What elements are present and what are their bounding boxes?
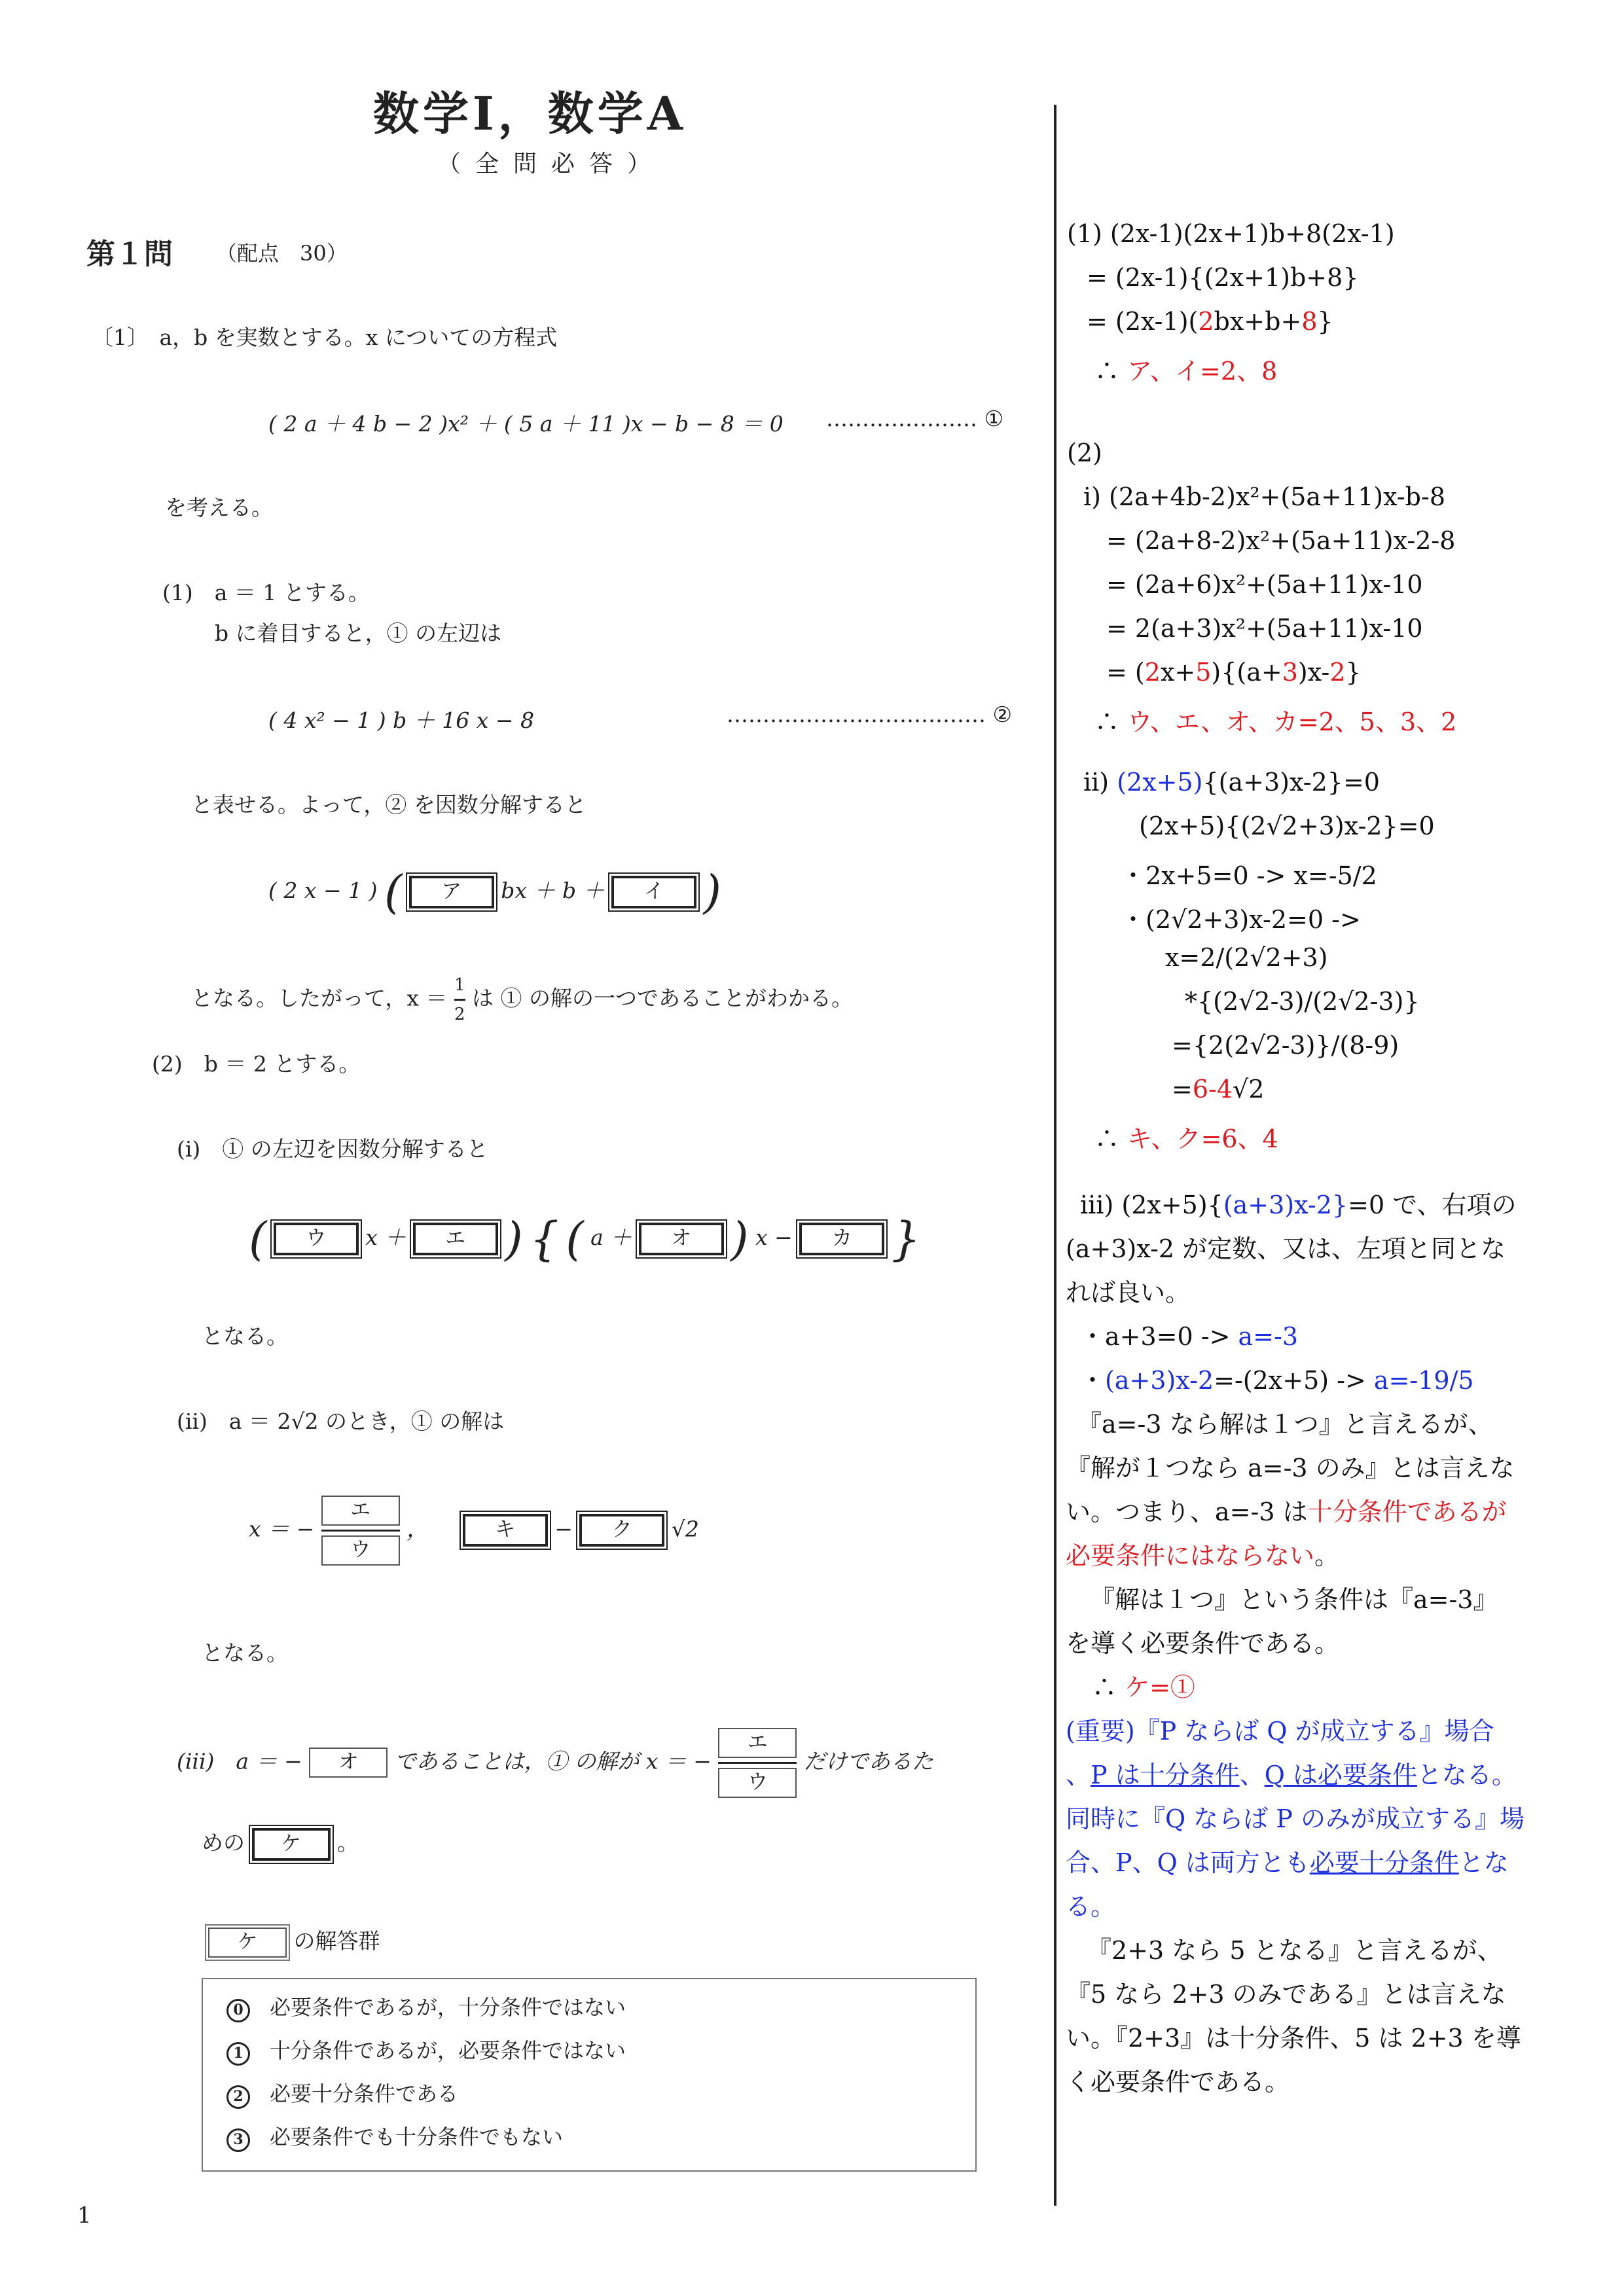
box-o-ref[interactable]: オ <box>309 1748 388 1778</box>
ans-1-line-1: (1) (2x-1)(2x+1)b+8(2x-1) <box>1067 219 1395 248</box>
ans-iii-line-11: を導く必要条件である。 <box>1066 1629 1340 1658</box>
d9-red: 必要条件にはならない <box>1066 1541 1315 1570</box>
d12-pre: ∴ <box>1092 1673 1125 1702</box>
naru-text-2: となる。 <box>202 1640 288 1666</box>
answer-choices <box>202 1978 977 2172</box>
answer-box-ku[interactable]: ク <box>579 1514 664 1547</box>
e4-ul: 必要十分条件 <box>1309 1848 1459 1877</box>
e4-pre: 合、P、Q は両方とも <box>1066 1848 1310 1877</box>
choice-text: 必要条件でも十分条件でもない <box>270 2125 564 2149</box>
equation-3 <box>268 865 721 919</box>
d1-pre: ⅲ) (2x+5){ <box>1080 1191 1223 1219</box>
ans-ii-line-6: *{(2√2-3)/(2√2-3)} <box>1185 987 1420 1016</box>
e2-post: となる。 <box>1416 1761 1517 1789</box>
ans-ii-result <box>1094 1119 1278 1155</box>
conclusion-post: は ① の解の一つであることがわかる。 <box>472 985 853 1011</box>
paren-1: ( <box>249 1212 267 1266</box>
answer-box-ka[interactable]: カ <box>799 1223 884 1255</box>
box-u-denominator[interactable]: ウ <box>321 1535 400 1566</box>
box-e-numerator[interactable]: エ <box>321 1496 400 1526</box>
equation-1-ref: ………………… ① <box>826 406 1004 431</box>
brace-open: { <box>530 1212 559 1266</box>
column-divider <box>1054 105 1056 2206</box>
d5-mid: =-(2x+5) -> <box>1214 1366 1374 1395</box>
choice-number: 3 <box>226 2128 250 2152</box>
subproblem-2-i: (i) ① の左辺を因数分解すると <box>177 1136 488 1162</box>
question-label: 第１問 <box>86 238 173 271</box>
ans-2-line-5 <box>1106 658 1362 687</box>
e4-post: とな <box>1458 1848 1509 1877</box>
example-line-1: 『2+3 なら 5 となる』と言えるが、 <box>1087 1936 1502 1965</box>
ans-iii-line-7: 『解が１つなら a=-3 のみ』とは言えな <box>1066 1454 1515 1482</box>
choice-2[interactable] <box>226 2077 458 2109</box>
meno-line <box>202 1826 359 1861</box>
page-title: 数学Ⅰ，数学A <box>373 86 687 141</box>
ans-1-result <box>1094 351 1277 387</box>
a4-red: ア、イ=2、8 <box>1127 357 1278 386</box>
ans-ii-line-3: ・2x+5=0 -> x=-5/2 <box>1121 861 1377 890</box>
c8-post: √2 <box>1233 1075 1265 1103</box>
ans-iii-line-10: 『解は１つ』という条件は『a=-3』 <box>1090 1585 1498 1614</box>
x-plus-label: x ＋ <box>365 1225 406 1250</box>
solution-form <box>249 1496 699 1566</box>
a3-red2: 8 <box>1301 307 1318 336</box>
b5-post: } <box>1345 658 1362 687</box>
factored-form <box>249 1212 920 1266</box>
c8-red: 6-4 <box>1192 1075 1233 1103</box>
d1-post: =0 で、右項の <box>1348 1191 1517 1219</box>
d12-red: ケ=① <box>1125 1673 1195 1702</box>
sub2iii-post: だけであるた <box>803 1748 933 1774</box>
b5-r3: 3 <box>1282 658 1298 687</box>
subproblem-1: (1) a ＝ 1 とする。 <box>162 580 370 605</box>
c1-post: {(a+3)x-2}=0 <box>1202 768 1380 797</box>
c1-pre: ⅱ) <box>1083 768 1117 797</box>
choice-1[interactable] <box>226 2034 626 2066</box>
question-points: （配点 30） <box>216 241 348 266</box>
ans-iii-line-6: 『a=-3 なら解は１つ』と言えるが、 <box>1077 1410 1493 1439</box>
ans-1-line-2: = (2x-1){(2x+1)b+8} <box>1087 263 1359 292</box>
sub2iii-mid: であることは，① の解が x ＝ − <box>394 1748 712 1774</box>
ans-2-result <box>1094 702 1456 738</box>
sub2iii-pre: (iii) a ＝ − <box>177 1748 302 1774</box>
ans-ii-line-4: ・(2√2+3)x-2=0 -> <box>1121 905 1361 934</box>
ans-2-line-3: = (2a+6)x²+(5a+11)x-10 <box>1106 570 1423 599</box>
ans-ii-line-7: ={2(2√2-3)}/(8-9) <box>1172 1031 1399 1060</box>
b5-m2: ){(a+ <box>1211 658 1282 687</box>
ans-iii-line-3: れば良い。 <box>1066 1278 1191 1307</box>
ans-2-line-2: = (2a+8-2)x²+(5a+11)x-2-8 <box>1106 526 1456 555</box>
d5-blue1: (a+3)x-2 <box>1105 1366 1214 1395</box>
brace-close: } <box>891 1212 921 1266</box>
note-line-1: (重要)『P ならば Q が成立する』場合 <box>1066 1717 1494 1746</box>
subproblem-2-ii: (ii) a ＝ 2√2 のとき，① の解は <box>177 1408 505 1434</box>
equation-3-mid: bx ＋ b ＋ <box>501 878 605 903</box>
ans-iii-line-4 <box>1080 1316 1298 1352</box>
paren-2: ) <box>505 1212 523 1266</box>
fraction-denominator: 2 <box>454 1005 465 1024</box>
fraction-e-over-u <box>321 1496 400 1566</box>
fraction-numerator: 1 <box>454 975 465 995</box>
period-text: 。 <box>337 1830 359 1856</box>
e2-pre: 、 <box>1066 1761 1091 1789</box>
fraction-e-over-u-2 <box>718 1728 797 1798</box>
equation-1: ( 2 a ＋ 4 b − 2 )x² ＋ ( 5 a ＋ 11 )x − b − 8 ＝ 0 <box>268 411 784 437</box>
b5-r2: 5 <box>1195 658 1212 687</box>
page-number: 1 <box>77 2202 92 2229</box>
ans-2-line-1: ⅰ) (2a+4b-2)x²+(5a+11)x-b-8 <box>1083 482 1446 511</box>
b5-m3: )x- <box>1297 658 1330 687</box>
ans-ii-line-8 <box>1172 1075 1264 1103</box>
meno-text: めの <box>202 1830 245 1856</box>
c8-pre: = <box>1172 1075 1193 1103</box>
example-line-3: い。『2+3』は十分条件、5 は 2+3 を導 <box>1066 2024 1521 2053</box>
ans-iii-line-5 <box>1080 1360 1474 1396</box>
note-line-4 <box>1066 1842 1509 1878</box>
b5-pre: = ( <box>1106 658 1145 687</box>
open-paren: ( <box>384 865 403 919</box>
choice-text: 必要条件であるが，十分条件ではない <box>270 1995 626 2020</box>
example-line-2: 『5 なら 2+3 のみである』とは言えな <box>1066 1980 1506 2009</box>
equation-2-ref: ……………………………… ② <box>727 702 1013 727</box>
fraction-half <box>454 975 465 1024</box>
fraction-bar-2 <box>321 1530 400 1532</box>
example-line-4: く必要条件である。 <box>1066 2068 1290 2096</box>
ans-iii-line-2: (a+3)x-2 が定数、又は、左項と同とな <box>1066 1234 1506 1263</box>
answer-box-ki[interactable]: キ <box>463 1514 548 1547</box>
answer-box-ke[interactable]: ケ <box>252 1828 331 1861</box>
c1-blue: (2x+5) <box>1117 768 1203 797</box>
e2-ul1: P は十分条件 <box>1091 1761 1240 1789</box>
choice-text: 必要十分条件である <box>270 2081 459 2106</box>
c9-pre: ∴ <box>1094 1124 1128 1153</box>
answer-box-a[interactable]: ア <box>409 876 494 908</box>
a3-post: } <box>1317 307 1333 336</box>
answer-box-u[interactable]: ウ <box>274 1223 359 1255</box>
a4-pre: ∴ <box>1094 357 1128 386</box>
d5-pre: ・ <box>1080 1366 1106 1395</box>
d9-post: 。 <box>1314 1541 1340 1570</box>
consider-text: を考える。 <box>165 495 273 520</box>
subproblem-1-b: b に着目すると，① の左辺は <box>215 620 502 646</box>
subproblem-2-iii <box>177 1728 933 1798</box>
subproblem-2: (2) b ＝ 2 とする。 <box>152 1051 361 1077</box>
ans-ii-line-2: (2x+5){(2√2+3)x-2}=0 <box>1139 812 1435 840</box>
ans-iii-line-9 <box>1066 1535 1339 1571</box>
comma-label: ， <box>406 1516 429 1542</box>
equation-2: ( 4 x² − 1 ) b ＋ 16 x − 8 <box>268 708 534 733</box>
b5-m1: x+ <box>1160 658 1196 687</box>
b6-pre: ∴ <box>1094 708 1128 736</box>
d8-red: 十分条件であるが <box>1307 1498 1507 1526</box>
d4-pre: ・a+3=0 -> <box>1080 1322 1238 1351</box>
ans-iii-result <box>1092 1667 1195 1703</box>
answer-group-text: の解答群 <box>293 1928 380 1954</box>
e2-mid: 、 <box>1239 1761 1265 1789</box>
a-plus-label: a ＋ <box>590 1225 632 1250</box>
sqrt2-label: √2 <box>671 1516 699 1542</box>
factor-text: と表せる。よって，② を因数分解すると <box>191 792 586 817</box>
a3-pre: = (2x-1)( <box>1087 307 1199 336</box>
d8-pre: い。つまり、a=-3 は <box>1066 1498 1308 1526</box>
ans-ii-line-5: x=2/(2√2+3) <box>1165 943 1328 972</box>
e2-ul2: Q は必要条件 <box>1264 1761 1417 1789</box>
d5-blue2: a=-19/5 <box>1373 1366 1474 1395</box>
x-minus-label: x − <box>755 1225 793 1250</box>
note-line-5: る。 <box>1066 1892 1116 1921</box>
x-equals-label: x ＝ − <box>249 1516 315 1542</box>
box-u-denominator-2[interactable]: ウ <box>718 1768 797 1798</box>
a3-mid: bx+b+ <box>1214 307 1302 336</box>
box-e-numerator-2[interactable]: エ <box>718 1728 797 1758</box>
choice-number: 0 <box>226 1999 250 2022</box>
ans-ii-line-1 <box>1083 768 1380 797</box>
paren-4: ) <box>731 1212 749 1266</box>
box-ke-group: ケ <box>208 1928 287 1958</box>
d4-blue: a=-3 <box>1238 1322 1299 1351</box>
minus-label: − <box>554 1516 573 1542</box>
ans-iii-line-8 <box>1066 1492 1507 1528</box>
answer-group-label <box>208 1924 380 1958</box>
problem-intro: 〔1〕 a，b を実数とする。x についての方程式 <box>92 325 558 350</box>
conclusion-pre: となる。したがって，x ＝ <box>191 985 448 1011</box>
choice-number: 1 <box>226 2042 250 2066</box>
b6-red: ウ、エ、オ、カ=2、5、3、2 <box>1127 708 1457 736</box>
answer-box-e[interactable]: エ <box>413 1223 498 1255</box>
fraction-bar <box>454 999 465 1001</box>
ans-2-line-4: = 2(a+3)x²+(5a+11)x-10 <box>1106 614 1423 643</box>
d1-blue: (a+3)x-2} <box>1223 1191 1348 1219</box>
ans-iii-line-1 <box>1080 1185 1516 1221</box>
b5-r1: 2 <box>1144 658 1161 687</box>
choice-3[interactable] <box>226 2121 563 2152</box>
a3-red1: 2 <box>1198 307 1214 336</box>
fraction-bar-3 <box>718 1762 797 1764</box>
paren-3: ( <box>566 1212 584 1266</box>
answer-box-i[interactable]: イ <box>611 876 696 908</box>
c9-red: キ、ク=6、4 <box>1127 1124 1278 1153</box>
equation-3-pre: ( 2 x − 1 ) <box>268 878 378 903</box>
choice-0[interactable] <box>226 1991 626 2022</box>
conclusion <box>191 975 853 1024</box>
naru-text-1: となる。 <box>202 1323 288 1349</box>
choice-number: 2 <box>226 2085 250 2109</box>
ans-2-label: (2) <box>1067 439 1102 467</box>
note-line-2 <box>1066 1755 1517 1791</box>
choice-text: 十分条件であるが，必要条件ではない <box>270 2038 626 2063</box>
note-line-3: 同時に『Q ならば P のみが成立する』場 <box>1066 1804 1525 1833</box>
page-subtitle: （全問必答） <box>437 151 666 177</box>
close-paren: ) <box>703 865 721 919</box>
answer-box-o[interactable]: オ <box>639 1223 724 1255</box>
ans-1-line-3 <box>1087 307 1333 336</box>
b5-r4: 2 <box>1329 658 1346 687</box>
